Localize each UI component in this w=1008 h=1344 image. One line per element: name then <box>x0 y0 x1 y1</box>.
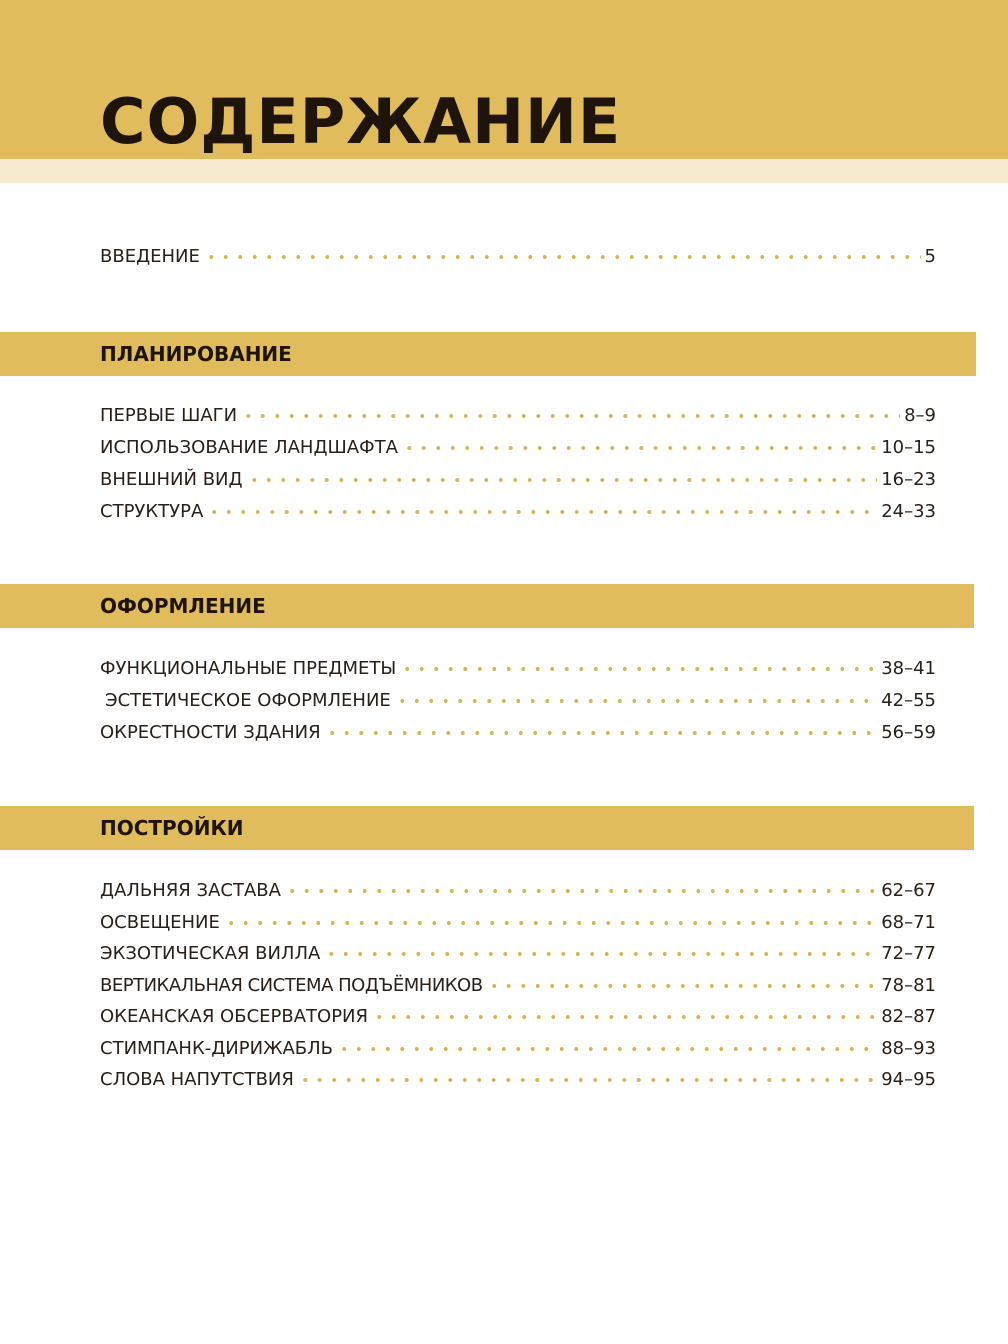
toc-entry[interactable] <box>100 876 936 906</box>
toc-entry-page: 16–23 <box>881 469 936 490</box>
dot-leader <box>402 445 877 451</box>
toc-entry-label: ОКЕАНСКАЯ ОБСЕРВАТОРИЯ <box>100 1006 369 1027</box>
toc-entry-label: ЭСТЕТИЧЕСКОЕ ОФОРМЛЕНИЕ <box>105 690 391 711</box>
toc-entry[interactable] <box>100 654 936 684</box>
toc-entry[interactable] <box>100 465 936 495</box>
toc-entry[interactable] <box>100 686 936 716</box>
toc-entry[interactable] <box>100 401 936 431</box>
dot-leader <box>285 888 877 894</box>
toc-entry-page: 68–71 <box>881 912 936 933</box>
dot-leader <box>247 477 878 483</box>
toc-entry-label: ФУНКЦИОНАЛЬНЫЕ ПРЕДМЕТЫ <box>100 658 397 679</box>
toc-entry-page: 72–77 <box>881 943 936 964</box>
toc-entry-label: ВЕРТИКАЛЬНАЯ СИСТЕМА ПОДЪЁМНИКОВ <box>100 975 483 996</box>
toc-entry-label: СТРУКТУРА <box>100 501 204 522</box>
section-header-planning <box>0 332 976 376</box>
section-title: ПОСТРОЙКИ <box>100 816 244 840</box>
section-title: ОФОРМЛЕНИЕ <box>100 594 266 618</box>
dot-leader <box>204 254 921 260</box>
toc-entry-page: 94–95 <box>881 1069 936 1090</box>
toc-entry-page: 78–81 <box>881 975 936 996</box>
toc-entry-page: 38–41 <box>881 658 936 679</box>
dot-leader <box>325 730 878 736</box>
toc-entry-label: ВНЕШНИЙ ВИД <box>100 469 243 490</box>
toc-entry[interactable] <box>100 1065 936 1095</box>
toc-entry-page: 56–59 <box>881 722 936 743</box>
toc-entry-label: ПЕРВЫЕ ШАГИ <box>100 405 238 426</box>
toc-entry-label: ОКРЕСТНОСТИ ЗДАНИЯ <box>100 722 321 743</box>
toc-entry-label: СЛОВА НАПУТСТВИЯ <box>100 1069 294 1090</box>
page-title: СОДЕРЖАНИЕ <box>100 85 622 158</box>
dot-leader <box>400 666 877 672</box>
dot-leader <box>298 1077 877 1083</box>
toc-entry-label: ИСПОЛЬЗОВАНИЕ ЛАНДШАФТА <box>100 437 398 458</box>
toc-entry-page: 42–55 <box>881 690 936 711</box>
dot-leader <box>487 983 878 989</box>
dot-leader <box>395 698 877 704</box>
section-header-design <box>0 584 974 628</box>
toc-entry[interactable] <box>100 433 936 463</box>
toc-entry[interactable] <box>100 1002 936 1032</box>
toc-entry-label: ДАЛЬНЯЯ ЗАСТАВА <box>100 880 281 901</box>
toc-entry-label: СТИМПАНК-ДИРИЖАБЛЬ <box>100 1038 333 1059</box>
toc-entry[interactable] <box>100 718 936 748</box>
dot-leader <box>207 509 877 515</box>
toc-entry-intro[interactable] <box>100 242 936 272</box>
toc-entry-label: ЭКЗОТИЧЕСКАЯ ВИЛЛА <box>100 943 321 964</box>
toc-entry-page: 5 <box>924 246 936 267</box>
dot-leader <box>241 413 900 419</box>
toc-entry[interactable] <box>100 497 936 527</box>
header-strip <box>0 159 1008 183</box>
section-header-buildings <box>0 806 974 850</box>
dot-leader <box>372 1014 877 1020</box>
toc-entry-label: ОСВЕЩЕНИЕ <box>100 912 220 933</box>
toc-entry-page: 88–93 <box>881 1038 936 1059</box>
toc-entry[interactable] <box>100 908 936 938</box>
dot-leader <box>337 1046 877 1052</box>
toc-entry[interactable] <box>100 971 936 1001</box>
dot-leader <box>224 920 877 926</box>
toc-entry-page: 10–15 <box>881 437 936 458</box>
toc-entry-label: ВВЕДЕНИЕ <box>100 246 200 267</box>
toc-entry-page: 8–9 <box>904 405 936 426</box>
toc-entry[interactable] <box>100 939 936 969</box>
dot-leader <box>324 951 877 957</box>
section-title: ПЛАНИРОВАНИЕ <box>100 342 292 366</box>
toc-entry-page: 82–87 <box>881 1006 936 1027</box>
toc-entry-page: 62–67 <box>881 880 936 901</box>
toc-entry[interactable] <box>100 1034 936 1064</box>
toc-entry-page: 24–33 <box>881 501 936 522</box>
